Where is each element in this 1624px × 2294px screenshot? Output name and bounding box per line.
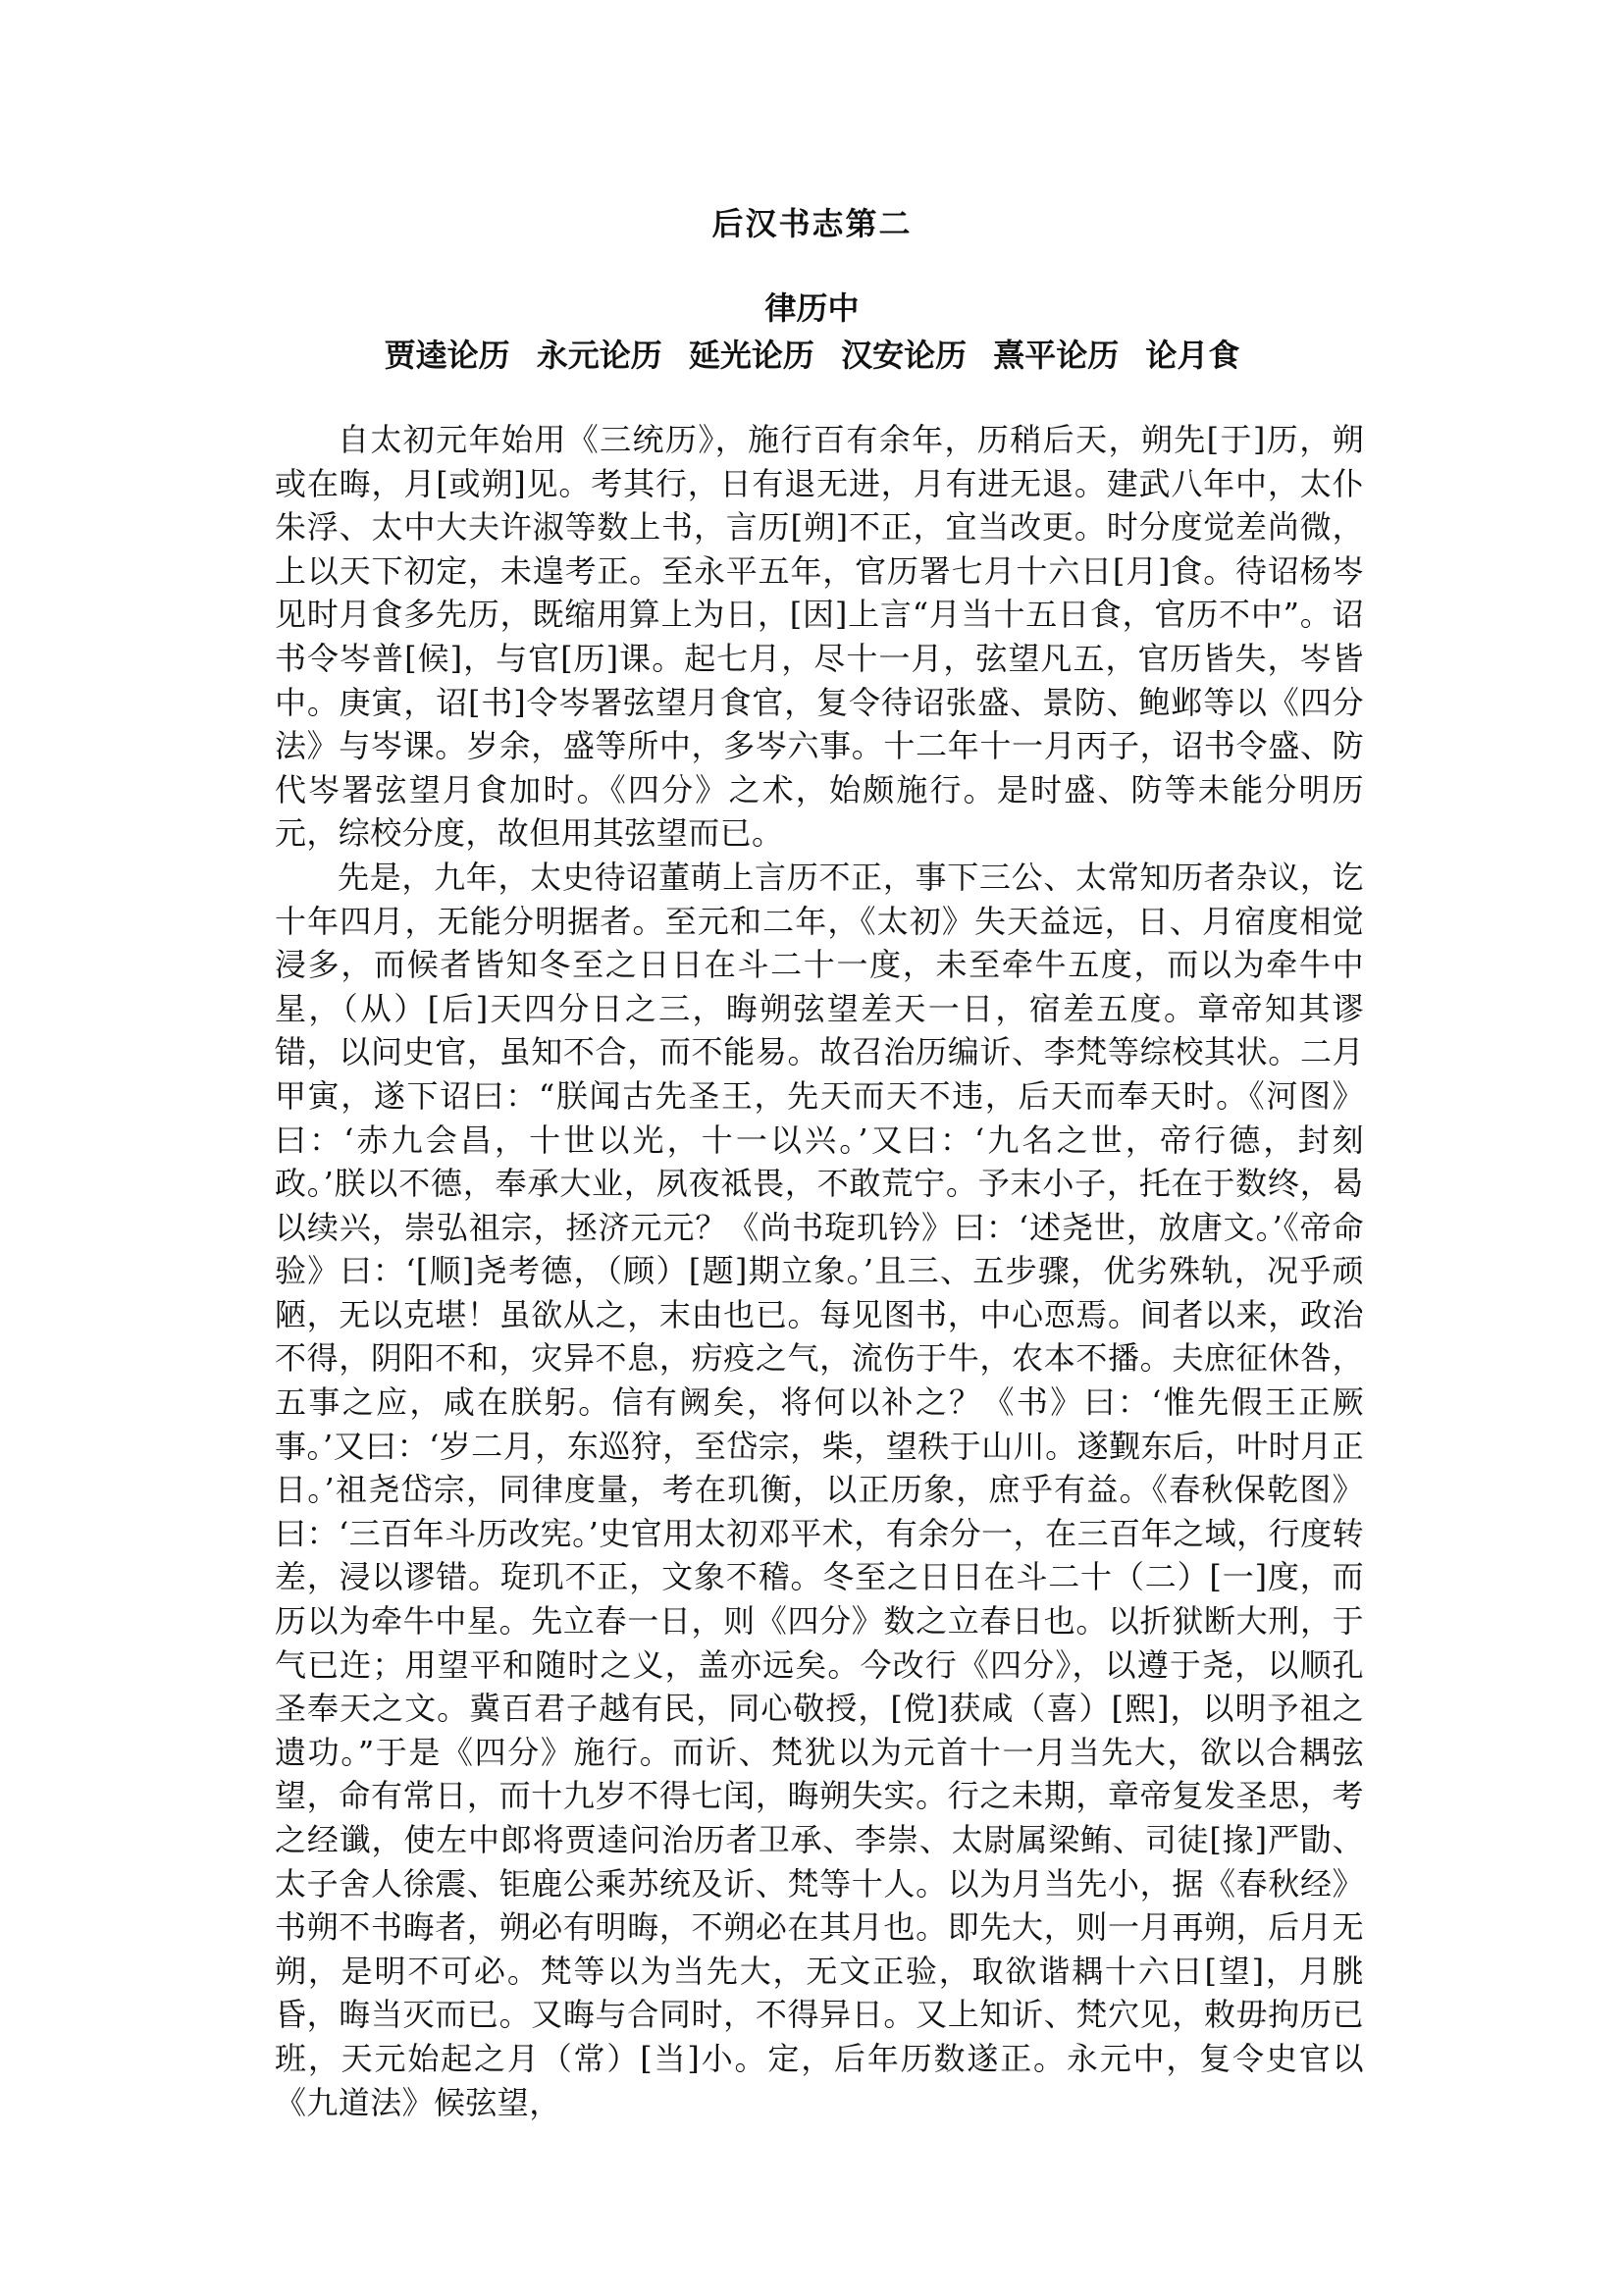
subsection-heading: 熹平论历 bbox=[993, 337, 1120, 374]
subsection-heading: 延光论历 bbox=[688, 337, 814, 374]
subsection-heading: 永元论历 bbox=[536, 337, 662, 374]
subsection-heading: 论月食 bbox=[1145, 337, 1240, 374]
body-text bbox=[275, 418, 1364, 2124]
section-subtitle: 律历中 bbox=[764, 289, 860, 327]
subsection-list bbox=[0, 336, 1624, 375]
paragraph: 自太初元年始用《三统历》，施行百有余年，历稍后天，朔先[于]历，朔或在晦，月[或朔]见。考其行，日有退无进，月有进无退。建武八年中，太仆朱浮、太中大夫许淑等数上书，言历[朔]不正，宜当改更。时分度觉差尚微，上以天下初定，未遑考正。至永平五年，官历署七月十六日[月]食。待诏杨岑见时月食多先历，既缩用算上为日，[因]上言“月当十五日食，官历不中”。诏书令岑普[候]，与官[历]课。起七月，尽十一月，弦望凡五，官历皆失，岑皆中。庚寅，诏[书]令岑署弦望月食官，复令待诏张盛、景防、鲍邺等以《四分法》与岑课。岁余，盛等所中，多岑六事。十二年十一月丙子，诏书令盛、防代岑署弦望月食加时。《四分》之术，始颇施行。是时盛、防等未能分明历元，综校分度，故但用其弦望而已。 bbox=[275, 421, 1364, 853]
paragraph: 先是，九年，太史待诏董萌上言历不正，事下三公、太常知历者杂议，讫十年四月，无能分明据者。至元和二年，《太初》失天益远，日、月宿度相觉浸多，而候者皆知冬至之日日在斗二十一度，未至牵牛五度，而以为牵牛中星，（从）[后]天四分日之三，晦朔弦望差天一日，宿差五度。章帝知其谬错，以问史官，虽知不合，而不能易。故召治历编䜣、李梵等综校其状。二月甲寅，遂下诏曰：“朕闻古先圣王，先天而天不违，后天而奉天时。《河图》曰：‘赤九会昌，十世以光，十一以兴。’又曰：‘九名之世，帝行德，封刻政。’朕以不德，奉承大业，夙夜祗畏，不敢荒宁。予末小子，托在于数终，曷以续兴，崇弘祖宗，拯济元元？《尚书琁玑钤》曰：‘述尧世，放唐文。’《帝命验》曰：‘[顺]尧考德，（顾）[题]期立象。’且三、五步骤，优劣殊轨，况乎顽陋，无以克堪！虽欲从之，末由也已。每见图书，中心恧焉。间者以来，政治不得，阴阳不和，灾异不息，疠疫之气，流伤于牛，农本不播。夫庶征休咎，五事之应，咸在朕躬。信有阙矣，将何以补之？《书》曰：‘惟先假王正厥事。’又曰：‘岁二月，东巡狩，至岱宗，柴，望秩于山川。遂觐东后，叶时月正日。’祖尧岱宗，同律度量，考在玑衡，以正历象，庶乎有益。《春秋保乾图》曰：‘三百年斗历改宪。’史官用太初邓平术，有余分一，在三百年之域，行度转差，浸以谬错。琁玑不正，文象不稽。冬至之日日在斗二十（二）[一]度，而历以为牵牛中星。先立春一日，则《四分》数之立春日也。以折狱断大刑，于气已迕；用望平和随时之义，盖亦远矣。今改行《四分》，以遵于尧，以顺孔圣奉天之文。冀百君子越有民，同心敬授，[傥]获咸（喜）[熙]，以明予祖之遗功。”于是《四分》施行。而䜣、梵犹以为元首十一月当先大，欲以合耦弦望，命有常日，而十九岁不得七闰，晦朔失实。行之未期，章帝复发圣思，考之经谶，使左中郎将贾逵问治历者卫承、李崇、太尉属梁鲔、司徒[掾]严勖、太子舍人徐震、钜鹿公乘苏统及䜣、梵等十人。以为月当先小，据《春秋经》书朔不书晦者，朔必有明晦，不朔必在其月也。即先大，则一月再朔，后月无朔，是明不可必。梵等以为当先大，无文正验，取欲谐耦十六日[望]，月朓昏，晦当灭而已。又晦与合同时，不得异日。又上知䜣、梵穴见，敕毋拘历已班，天元始起之月（常）[当]小。定，后年历数遂正。永元中，复令史官以《九道法》候弦望， bbox=[275, 858, 1364, 2121]
page-title: 后汉书志第二 bbox=[711, 205, 913, 242]
subsection-heading: 汉安论历 bbox=[841, 337, 968, 374]
subsection-heading: 贾逵论历 bbox=[384, 337, 510, 374]
